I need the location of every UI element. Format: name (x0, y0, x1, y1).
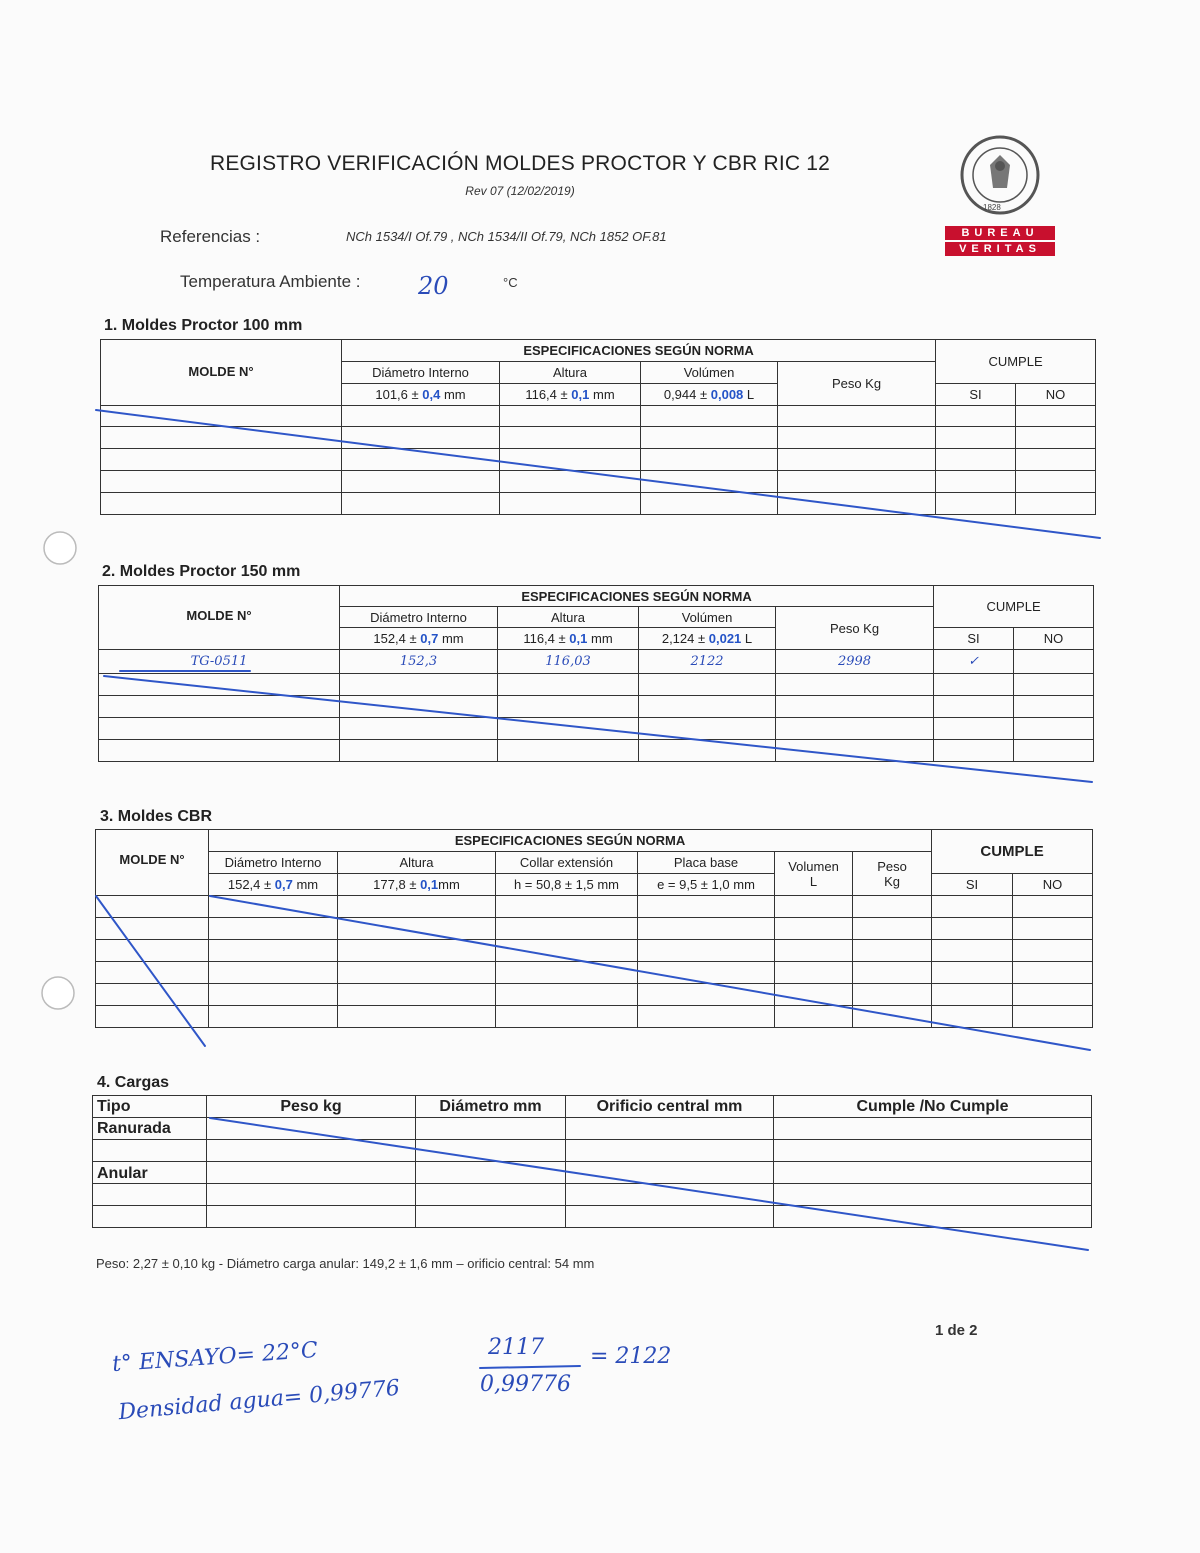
col-altura: Altura (498, 607, 639, 628)
col-peso: Peso kg (207, 1096, 416, 1118)
binder-hole-icon (42, 977, 74, 1009)
col-diametro: Diámetro Interno (209, 852, 338, 874)
spec-placa: e = 9,5 ± 1,0 mm (638, 874, 775, 896)
diametro-cell: 152,3 (340, 650, 498, 674)
strike-section2 (104, 676, 1092, 782)
row-label-anular: Anular (93, 1162, 207, 1184)
section3-title: 3. Moldes CBR (100, 808, 213, 825)
col-tipo: Tipo (93, 1096, 207, 1118)
spec-altura: 116,4 ± 0,1 mm (500, 384, 641, 406)
spec-collar: h = 50,8 ± 1,5 mm (496, 874, 638, 896)
section1-title: 1. Moldes Proctor 100 mm (104, 317, 303, 334)
spec-header: ESPECIFICACIONES SEGÚN NORMA (340, 586, 934, 607)
col-peso: Peso Kg (853, 852, 932, 896)
strike-section1 (96, 410, 1100, 538)
page-number: 1 de 2 (935, 1322, 978, 1339)
col-cumple: CUMPLE (934, 586, 1094, 628)
row-label-ranurada: Ranurada (93, 1118, 207, 1140)
col-no: NO (1013, 874, 1093, 896)
col-peso: Peso Kg (778, 362, 936, 406)
col-diametro: Diámetro Interno (342, 362, 500, 384)
col-volumen: Volúmen (639, 607, 776, 628)
fraction-bar (480, 1366, 580, 1368)
references-label: Referencias : (160, 227, 261, 246)
col-orificio: Orificio central mm (566, 1096, 774, 1118)
col-volumen: Volumen L (775, 852, 853, 896)
binder-hole-icon (44, 532, 76, 564)
handwritten-denominator: 0,99776 (480, 1372, 571, 1397)
col-altura: Altura (500, 362, 641, 384)
col-si: SI (934, 628, 1014, 650)
col-molde: MOLDE N° (99, 586, 340, 650)
strike-section4 (210, 1118, 1088, 1250)
handwritten-numerator: 2117 (488, 1335, 544, 1360)
spec-diametro: 152,4 ± 0,7 mm (209, 874, 338, 896)
col-no: NO (1016, 384, 1096, 406)
col-altura: Altura (338, 852, 496, 874)
checkmark-icon: ✓ (934, 650, 1014, 674)
spec-volumen: 0,944 ± 0,008 L (641, 384, 778, 406)
col-placa: Placa base (638, 852, 775, 874)
col-no: NO (1014, 628, 1094, 650)
volumen-cell: 2122 (639, 650, 776, 674)
spec-header: ESPECIFICACIONES SEGÚN NORMA (342, 340, 936, 362)
col-molde: MOLDE N° (101, 340, 342, 406)
spec-diametro: 152,4 ± 0,7 mm (340, 628, 498, 650)
spec-volumen: 2,124 ± 0,021 L (639, 628, 776, 650)
section2-title: 2. Moldes Proctor 150 mm (102, 563, 301, 580)
references-value: NCh 1534/I Of.79 , NCh 1534/II Of.79, NCh 1852 OF.81 (346, 229, 667, 244)
strike-section3 (210, 896, 1090, 1050)
molde-id-cell: TG-0511 (99, 650, 340, 674)
col-si: SI (936, 384, 1016, 406)
col-diametro: Diámetro Interno (340, 607, 498, 628)
col-cumple: CUMPLE (936, 340, 1096, 384)
spec-diametro: 101,6 ± 0,4 mm (342, 384, 500, 406)
col-molde: MOLDE N° (96, 830, 209, 896)
col-si: SI (932, 874, 1013, 896)
handwritten-result: = 2122 (590, 1344, 672, 1369)
logo-word-bureau: BUREAU (961, 227, 1039, 239)
handwritten-temperature: t° ENSAYO= 22°C (111, 1337, 319, 1378)
col-volumen: Volúmen (641, 362, 778, 384)
document-title: REGISTRO VERIFICACIÓN MOLDES PROCTOR Y CBR RIC 12 (209, 152, 831, 175)
spec-altura: 116,4 ± 0,1 mm (498, 628, 639, 650)
col-diametro: Diámetro mm (416, 1096, 566, 1118)
col-cumple: Cumple /No Cumple (774, 1096, 1092, 1118)
col-cumple: CUMPLE (932, 830, 1093, 874)
spec-header: ESPECIFICACIONES SEGÚN NORMA (209, 830, 932, 852)
strike-section3-molde (96, 896, 205, 1046)
temperature-value: 20 (418, 272, 449, 300)
peso-cell: 2998 (776, 650, 934, 674)
revision-text: Rev 07 (12/02/2019) (465, 184, 575, 198)
temperature-unit: °C (503, 275, 518, 290)
footnote: Peso: 2,27 ± 0,10 kg - Diámetro carga anular: 149,2 ± 1,6 mm – orificio central: 54 mm (96, 1256, 595, 1271)
section4-title: 4. Cargas (97, 1074, 170, 1091)
temperature-label: Temperatura Ambiente : (180, 272, 361, 291)
logo-word-veritas: VERITAS (959, 243, 1041, 255)
col-collar: Collar extensión (496, 852, 638, 874)
altura-cell: 116,03 (498, 650, 639, 674)
logo-year: 1828 (983, 203, 1001, 212)
col-peso: Peso Kg (776, 607, 934, 650)
spec-altura: 177,8 ± 0,1mm (338, 874, 496, 896)
handwritten-density: Densidad agua= 0,99776 (117, 1375, 401, 1426)
